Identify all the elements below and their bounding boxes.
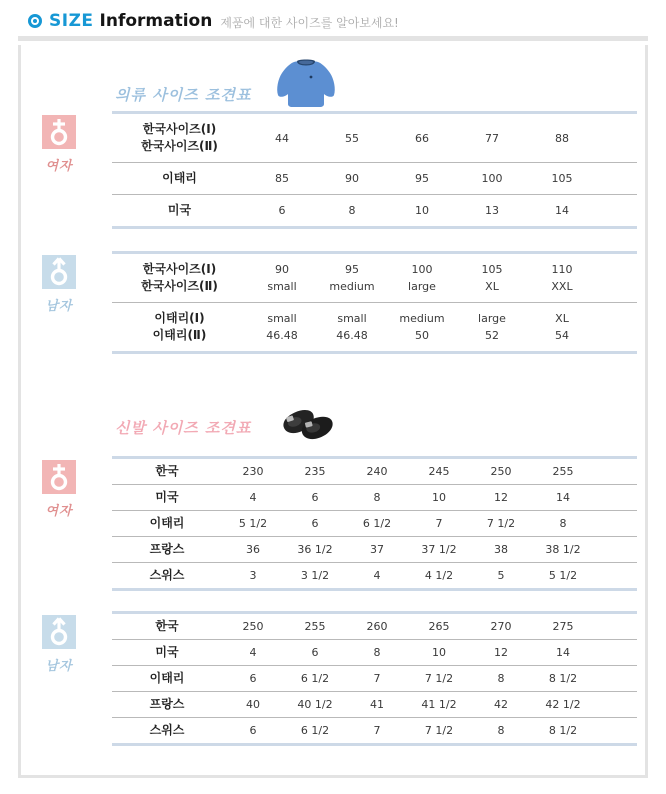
size-value: 40 1/2 <box>297 698 333 711</box>
table-row <box>112 718 637 745</box>
size-value: 13 <box>485 204 499 217</box>
size-value: 250 <box>490 465 512 478</box>
size-value: 3 1/2 <box>300 569 330 582</box>
row-label: 이태리(Ⅰ) 이태리(Ⅱ) <box>152 311 207 342</box>
size-value: 7 1/2 <box>424 672 454 685</box>
table-row <box>112 640 637 666</box>
size-value: 6 <box>278 204 286 217</box>
size-value: 105 XL <box>481 263 503 293</box>
size-value: small 46.48 <box>266 312 298 342</box>
size-value: 44 <box>275 131 289 145</box>
size-value: 6 <box>249 672 257 685</box>
spacer-cell <box>597 253 637 303</box>
table-row <box>112 303 637 353</box>
male-gender-column <box>21 251 112 314</box>
clothing-female-table <box>112 111 637 229</box>
table-row <box>112 485 637 511</box>
spacer-cell <box>594 485 637 511</box>
size-value: 110 XXL <box>551 263 573 293</box>
size-value: 90 small <box>267 263 297 293</box>
row-label: 한국사이즈(Ⅰ) 한국사이즈(Ⅱ) <box>141 262 218 293</box>
row-label: 이태리 <box>162 171 197 185</box>
row-label: 미국 <box>167 203 192 217</box>
size-value: small 46.48 <box>336 312 368 342</box>
size-value: 14 <box>556 646 570 659</box>
size-value: 270 <box>490 620 512 633</box>
page-title-size: SIZE <box>49 11 94 31</box>
size-value: 8 <box>497 672 505 685</box>
size-value: 85 <box>275 172 289 185</box>
shoes-female-table <box>112 456 637 591</box>
size-value: 14 <box>556 491 570 504</box>
size-value: 230 <box>242 465 264 478</box>
size-value: 8 <box>559 517 567 530</box>
size-value: 5 <box>497 569 505 582</box>
size-value: 77 <box>485 131 499 145</box>
row-label: 한국 <box>155 464 179 478</box>
row-label: 한국사이즈(Ⅰ) 한국사이즈(Ⅱ) <box>141 122 218 153</box>
row-label: 이태리 <box>149 516 185 530</box>
size-value: 8 <box>373 646 381 659</box>
size-value: 4 <box>249 646 257 659</box>
spacer-cell <box>594 511 637 537</box>
size-value: 8 1/2 <box>548 724 578 737</box>
size-value: 100 <box>481 172 503 185</box>
female-symbol-icon <box>42 115 76 149</box>
size-value: 6 1/2 <box>362 517 392 530</box>
size-value: 7 1/2 <box>486 517 516 530</box>
table-row <box>112 613 637 640</box>
size-value: 10 <box>432 646 446 659</box>
size-value: 4 <box>249 491 257 504</box>
spacer-cell <box>597 163 637 195</box>
size-value: 7 <box>373 724 381 737</box>
size-info-box <box>18 45 648 778</box>
size-value: 37 1/2 <box>421 543 457 556</box>
page-header <box>0 0 666 32</box>
size-value: 255 <box>304 620 326 633</box>
size-value: 105 <box>551 172 573 185</box>
size-value: 66 <box>415 131 429 145</box>
size-value: 7 1/2 <box>424 724 454 737</box>
size-value: 6 1/2 <box>300 672 330 685</box>
spacer-cell <box>597 195 637 228</box>
clothing-male-table <box>112 251 637 354</box>
spacer-cell <box>594 666 637 692</box>
shoes-male-table <box>112 611 637 746</box>
clothing-section-header <box>115 57 645 111</box>
row-label: 스위스 <box>149 568 185 582</box>
female-label: 여자 <box>45 159 73 174</box>
clothing-female-block <box>21 111 645 229</box>
spacer-cell <box>594 563 637 590</box>
spacer-cell <box>594 718 637 745</box>
size-value: 7 <box>435 517 443 530</box>
size-value: 7 <box>373 672 381 685</box>
row-label: 프랑스 <box>149 542 185 556</box>
size-value: 8 <box>373 491 381 504</box>
size-value: 12 <box>494 491 508 504</box>
size-value: 40 <box>246 698 260 711</box>
male-label: 남자 <box>45 299 73 314</box>
table-row <box>112 511 637 537</box>
table-row <box>112 666 637 692</box>
size-value: 95 medium <box>329 263 375 293</box>
size-value: 36 1/2 <box>297 543 333 556</box>
size-table <box>112 251 637 354</box>
size-value: 8 <box>497 724 505 737</box>
size-value: 245 <box>428 465 450 478</box>
size-value: 4 1/2 <box>424 569 454 582</box>
size-value: 8 <box>348 204 356 217</box>
female-gender-column <box>21 111 112 174</box>
size-value: 6 <box>311 517 319 530</box>
table-row <box>112 113 637 163</box>
size-value: 8 1/2 <box>548 672 578 685</box>
table-row <box>112 163 637 195</box>
bullet-icon <box>28 14 42 28</box>
size-value: 37 <box>370 543 384 556</box>
spacer-cell <box>594 640 637 666</box>
spacer-cell <box>594 458 637 485</box>
spacer-cell <box>597 113 637 163</box>
size-value: 3 <box>249 569 257 582</box>
clothing-section-title: 의류 사이즈 조견표 <box>115 86 252 104</box>
size-value: 4 <box>373 569 381 582</box>
size-value: XL 54 <box>555 312 569 342</box>
size-value: 42 1/2 <box>545 698 581 711</box>
size-value: 90 <box>345 172 359 185</box>
size-value: large 52 <box>478 312 506 342</box>
table-row <box>112 458 637 485</box>
male-symbol-icon <box>42 615 76 649</box>
size-value: 260 <box>366 620 388 633</box>
size-value: 42 <box>494 698 508 711</box>
size-value: 95 <box>415 172 429 185</box>
shoes-section-header <box>115 394 645 448</box>
spacer-cell <box>594 537 637 563</box>
size-value: 6 1/2 <box>300 724 330 737</box>
row-label: 미국 <box>155 645 179 659</box>
size-value: 14 <box>555 204 569 217</box>
row-label: 스위스 <box>149 723 185 737</box>
size-value: 38 1/2 <box>545 543 581 556</box>
size-value: 100 large <box>408 263 436 293</box>
female-label: 여자 <box>45 504 73 519</box>
size-value: 240 <box>366 465 388 478</box>
size-value: 265 <box>428 620 450 633</box>
clothing-male-block <box>21 251 645 354</box>
row-label: 한국 <box>155 619 179 633</box>
female-gender-column <box>21 456 112 519</box>
table-row <box>112 692 637 718</box>
size-value: 5 1/2 <box>548 569 578 582</box>
table-row <box>112 253 637 303</box>
male-symbol-icon <box>42 255 76 289</box>
table-row <box>112 195 637 228</box>
size-value: 10 <box>432 491 446 504</box>
size-value: 250 <box>242 620 264 633</box>
sweater-image-icon <box>273 53 339 111</box>
shoes-male-block <box>21 611 645 746</box>
spacer-cell <box>594 692 637 718</box>
size-value: 275 <box>552 620 574 633</box>
size-value: 36 <box>246 543 260 556</box>
size-value: 88 <box>555 131 569 145</box>
male-label: 남자 <box>45 659 73 674</box>
size-value: 41 1/2 <box>421 698 457 711</box>
row-label: 이태리 <box>149 671 185 685</box>
spacer-cell <box>597 303 637 353</box>
row-label: 프랑스 <box>149 697 185 711</box>
table-row <box>112 537 637 563</box>
spacer-cell <box>594 613 637 640</box>
size-table <box>112 611 637 746</box>
size-table <box>112 111 637 229</box>
size-value: 55 <box>345 131 359 145</box>
table-row <box>112 563 637 590</box>
size-value: 10 <box>415 204 429 217</box>
shoes-female-block <box>21 456 645 591</box>
size-value: 12 <box>494 646 508 659</box>
size-value: 38 <box>494 543 508 556</box>
size-value: 6 <box>249 724 257 737</box>
size-value: 255 <box>552 465 574 478</box>
female-symbol-icon <box>42 460 76 494</box>
size-value: 6 <box>311 491 319 504</box>
size-value: 5 1/2 <box>238 517 268 530</box>
size-value: 41 <box>370 698 384 711</box>
header-divider <box>18 36 648 41</box>
size-value: medium 50 <box>399 312 445 342</box>
male-gender-column <box>21 611 112 674</box>
page-title-information: Information <box>99 11 213 31</box>
size-value: 235 <box>304 465 326 478</box>
size-value: 6 <box>311 646 319 659</box>
shoes-image-icon <box>273 392 345 448</box>
shoes-section-title: 신발 사이즈 조견표 <box>115 419 252 437</box>
page-subtitle: 제품에 대한 사이즈를 알아보세요! <box>220 16 399 30</box>
size-table <box>112 456 637 591</box>
row-label: 미국 <box>155 490 179 504</box>
